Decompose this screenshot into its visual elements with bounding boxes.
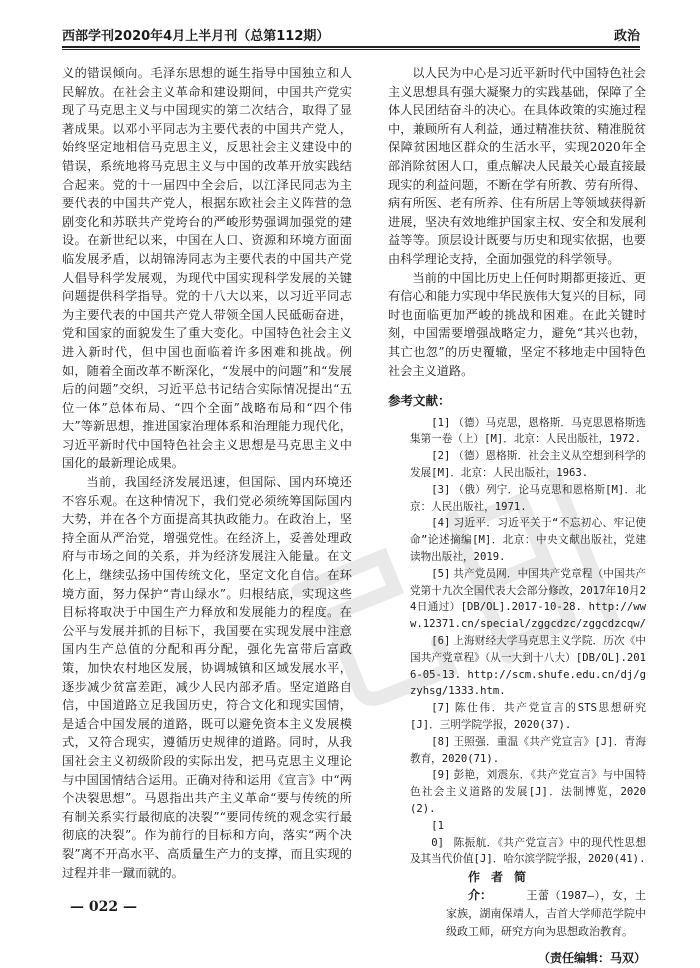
- reference-text: （俄）列宁．论马克思和恩格斯[M]．北京：人民出版社，1971.: [410, 483, 646, 513]
- author-bio-label: 作者简介：: [468, 870, 526, 903]
- author-bio-text: 王蕾（1987—），女，土家族，湖南保靖人，吉首大学师范学院中级政工师，研究方向为思想政治教育。: [446, 889, 646, 939]
- reference-number: [5]: [431, 567, 451, 580]
- reference-item: [388, 566, 646, 633]
- page-number: — 022 —: [70, 899, 137, 915]
- reference-text: （德）马克思，恩格斯．马克思恩格斯选集第一卷（上）[M]．北京：人民出版社，1972.: [410, 416, 646, 446]
- reference-item: [388, 515, 646, 565]
- reference-item: [388, 767, 646, 817]
- reference-text: 共产党员网．中国共产党章程（中国共产党第十九次全国代表大会部分修改，2017年10月24日通过）[DB/OL].2017-10-28. http://www.12371.cn/special/zggcdzc/zggcdzcqw/: [410, 567, 646, 631]
- reference-text: 上海财经大学马克思主义学院．历次《中国共产党章程》（从一大到十八大）[DB/OL].2016-05-13. http://scm.shufe.edu.cn/dj/gzyhsg/1333.htm.: [410, 635, 646, 698]
- reference-item: [388, 818, 646, 868]
- reference-number: [10]: [431, 819, 444, 849]
- references-heading: 参考文献：: [388, 393, 451, 409]
- left-column: [62, 64, 352, 882]
- reference-item: [388, 633, 646, 700]
- reference-text: 王照强．重温《共产党宣言》[J]．青海教育，2020(71).: [410, 735, 646, 765]
- reference-text: 习近平．习近平关于“不忘初心、牢记使命”论述摘编[M]．北京：中央文献出版社，党建读物出版社，2019.: [410, 517, 646, 564]
- reference-number: [8]: [431, 735, 451, 748]
- right-column: [388, 64, 646, 968]
- reference-text: （德）恩格斯．社会主义从空想到科学的发展[M]．北京：人民出版社，1963.: [410, 450, 646, 480]
- header-rule: [62, 46, 640, 48]
- running-header: [62, 22, 640, 44]
- reference-number: [6]: [431, 635, 451, 648]
- header-rule-thin: [62, 49, 640, 50]
- body-paragraph: 当前，我国经济发展迅速，但国际、国内环境还不容乐观。在这种情况下，我们党必须统筹国际国内大势，并在各个方面提高其执政能力。在政治上，坚持全面从严治党，增强党性。在经济上，妥善处理政府与市场之间的关系，并为经济发展注入能量。在文化上，继续弘扬中国传统文化，坚定文化自信。在环境方面，努力保护“青山绿水”。归根结底，实现这些目标将取决于中国生产力释放和发展能力的程度。在公平与发展并抓的目标下，我国要在实现发展中注意国内生产总值的分配和再分配，强化先富带后富政策，加快农村地区发展，协调城镇和区域发展水平，逐步减少贫富差距，减少人民内部矛盾。坚定道路自信，中国道路立足我国历史，符合文化和现实国情，是适合中国发展的道路，既可以避免资本主义发展模式，又符合现实，遵循历史规律的道路。同时，从我国社会主义初级阶段的实际出发，把马克思主义理论与中国国情结合运用。正确对待和运用《宣言》中“两个决裂思想”。马恩指出共产主义革命“要与传统的所有制关系实行最彻底的决裂”“要同传统的观念实行最彻底的决裂”。作为前行的目标和方向，落实“两个决裂”离不开高水平、高质量生产力的支撑，而且实现的过程并非一蹴而就的。: [62, 475, 352, 880]
- body-paragraph: 当前的中国比历史上任何时期都更接近、更有信心和能力实现中华民族伟大复兴的目标，同时也面临更加严峻的挑战和困难。在此关键时刻，中国需要增强战略定力，避免“其兴也勃，其亡也忽”的历史覆辙，坚定不移地走中国特色社会主义道路。: [388, 270, 646, 378]
- editor-credit: （责任编辑：马双）: [537, 951, 646, 966]
- reference-number: [9]: [431, 769, 451, 782]
- body-paragraph: 义的错误倾向。毛泽东思想的诞生指导中国独立和人民解放。在社会主义革命和建设期间，中国共产党实现了马克思主义与中国现实的第二次结合，取得了显著成果。以邓小平同志为主要代表的中国共产党人，始终坚定地相信马克思主义，反思社会主义建设中的错误，系统地将马克思主义与中国的改革开放实践结合起来。党的十一届四中全会后，以江泽民同志为主要代表的中国共产党人，根据东欧社会主义阵营的急剧变化和苏联共产党垮台的严峻形势强调加强党的建设。在新世纪以来，中国在人口、资源和环境方面面临发展矛盾，以胡锦涛同志为主要代表的中国共产党人倡导科学发展观，为现代中国实现科学发展的关键问题提供科学指导。党的十八大以来，以习近平同志为主要代表的中国共产党人带领全国人民砥砺奋进，党和国家的面貌发生了重大变化。中国特色社会主义进入新时代，但中国也面临着许多困难和挑战。例如，随着全面改革不断深化，“发展中的问题”和“发展后的问题”交织，习近平总书记结合实际情况提出“五位一体”总体布局、“四个全面”战略布局和“四个伟大”等新思想，推进国家治理体系和治理能力现代化，习近平新时代中国特色社会主义思想是马克思主义中国化的最新理论成果。: [62, 66, 352, 471]
- section-label: 政治: [613, 29, 640, 44]
- reference-item: [388, 482, 646, 516]
- author-bio: [388, 868, 646, 941]
- reference-text: 陈振航．《共产党宣言》中的现代性思想及其当代价值[J]．哈尔滨学院学报，2020(41).: [410, 836, 646, 866]
- reference-list: [388, 415, 646, 869]
- reference-item: [388, 700, 646, 734]
- reference-number: [1]: [431, 416, 451, 429]
- reference-number: [7]: [431, 702, 451, 715]
- reference-number: [3]: [431, 483, 451, 496]
- reference-item: [388, 734, 646, 768]
- reference-text: 陈仕伟．共产党宣言的STS思想研究[J]．三明学院学报，2020(37).: [410, 702, 646, 732]
- reference-number: [2]: [431, 450, 451, 463]
- journal-title: 西部学刊2020年4月上半月刊（总第112期）: [62, 29, 330, 44]
- body-paragraph: 以人民为中心是习近平新时代中国特色社会主义思想具有强大凝聚力的实践基础，保障了全体人民团结奋斗的决心。在具体政策的实施过程中，兼顾所有人利益，通过精准扶贫、精准脱贫保障贫困地区群众的生活水平，实现2020年全部消除贫困人口，重点解决人民最关心最直接最现实的利益问题，不断在学有所教、劳有所得、病有所医、老有所养、住有所居上等领域获得新进展，坚决有效地维护国家主权、安全和发展利益等等。顶层设计既要与历史和现实依据，也要由科学理论支持，全面加强党的科学领导。: [388, 66, 646, 266]
- reference-item: [388, 448, 646, 482]
- reference-number: [4]: [431, 517, 451, 530]
- reference-item: [388, 415, 646, 449]
- reference-text: 彭艳，刘震东．《共产党宣言》与中国特色社会主义道路的发展[J]．法制博览，2020(2).: [410, 769, 646, 816]
